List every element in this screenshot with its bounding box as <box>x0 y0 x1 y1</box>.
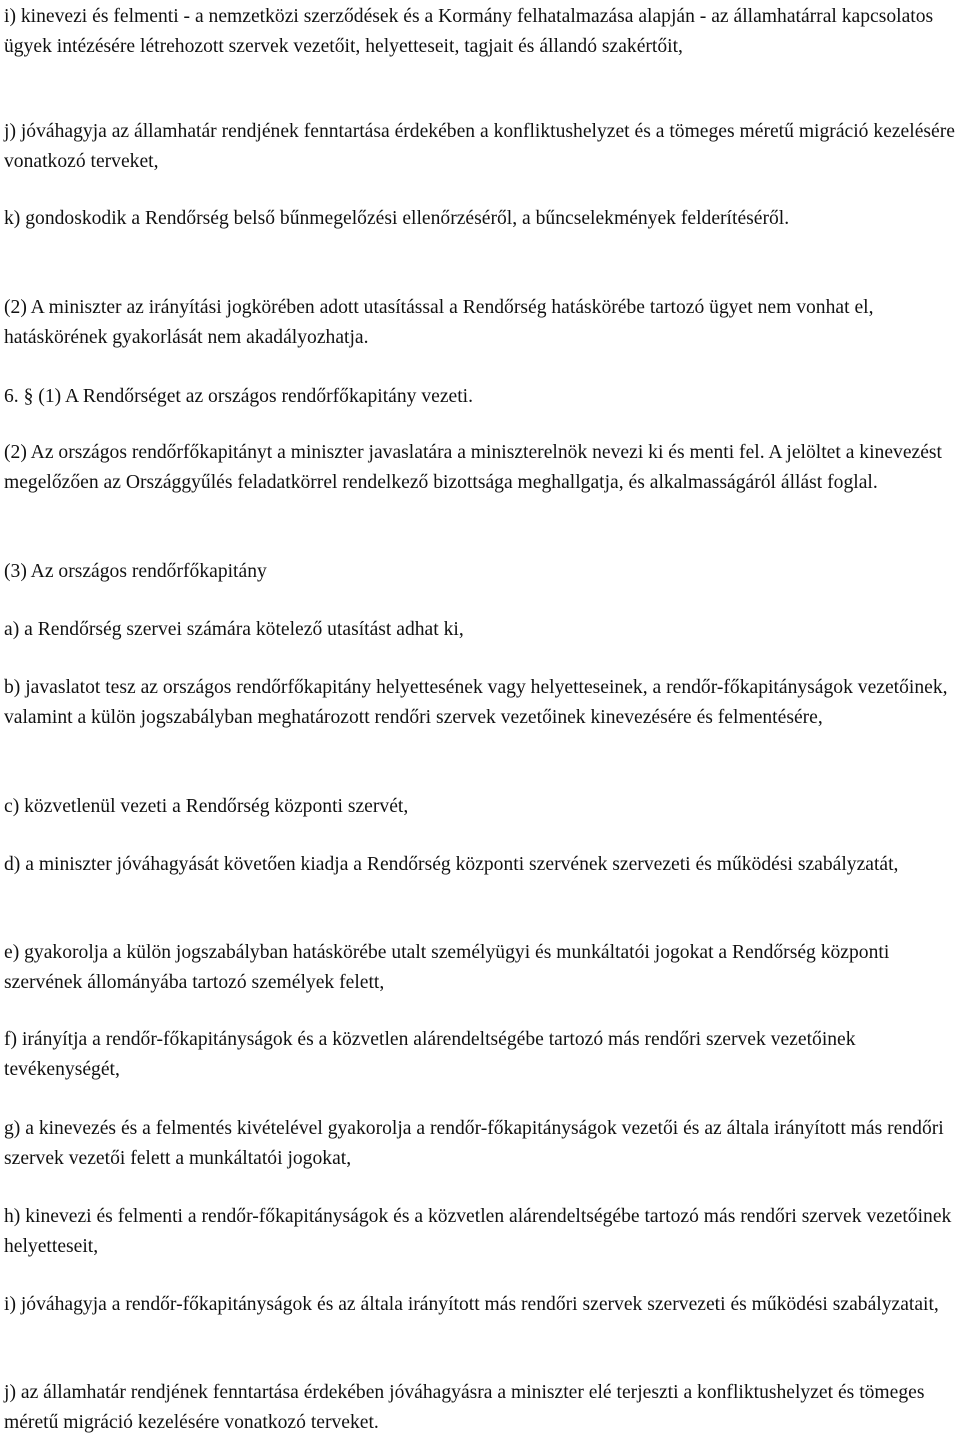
paragraph-i-kinevezi: i) kinevezi és felmenti - a nemzetközi szerződések és a Kormány felhatalmazása alapján - az államhatárral kapcsolatos ügyek intézésére létrehozott szervek vezetőit, helyetteseit, tagjait és állandó szakértőit, <box>4 6 934 57</box>
paragraph-c-kozvetlenul: c) közvetlenül vezeti a Rendőrség központi szervét, <box>4 796 409 817</box>
paragraph-section-6-1: 6. § (1) A Rendőrséget az országos rendőrfőkapitány vezeti. <box>4 386 474 407</box>
paragraph-d-miniszter: d) a miniszter jóváhagyását követően kiadja a Rendőrség központi szervének szervezeti és működési szabályzatát, <box>4 854 899 875</box>
paragraph-section-6-2: (2) Az országos rendőrfőkapitányt a miniszter javaslatára a miniszterelnök nevezi ki és menti fel. A jelöltet a kinevezést megelőzően az Országgyűlés feladatkörrel rendelkező bizottsága meghallgatja, és alkalmasságáról állást foglal. <box>4 442 942 493</box>
paragraph-section-6-3: (3) Az országos rendőrfőkapitány <box>4 561 267 582</box>
paragraph-a-utasitas: a) a Rendőrség szervei számára kötelező utasítást adhat ki, <box>4 619 464 640</box>
paragraph-f-iranyitja: f) irányítja a rendőr-főkapitányságok és a közvetlen alárendeltségébe tartozó más rendőri szervek vezetőinek tevékenységét, <box>4 1029 856 1080</box>
paragraph-h-kinevezi: h) kinevezi és felmenti a rendőr-főkapitányságok és a közvetlen alárendeltségébe tartozó más rendőri szervek vezetőinek helyetteseit, <box>4 1206 952 1257</box>
paragraph-i-jovahagyja: i) jóváhagyja a rendőr-főkapitányságok és az általa irányított más rendőri szervek szervezeti és működési szabályzatait, <box>4 1294 939 1315</box>
paragraph-j-allamhatar: j) az államhatár rendjének fenntartása érdekében jóváhagyásra a miniszter elé terjeszti a konfliktushelyzet és tömeges méretű migráció kezelésére vonatkozó terveket. <box>4 1382 925 1433</box>
paragraph-b-javaslatot: b) javaslatot tesz az országos rendőrfőkapitány helyettesének vagy helyetteseinek, a rendőr-főkapitányságok vezetőinek, valamint a külön jogszabályban meghatározott rendőri szervek vezetőinek kinevezésére és felmentésére, <box>4 677 948 728</box>
paragraph-g-kinevezes: g) a kinevezés és a felmentés kivételével gyakorolja a rendőr-főkapitányságok vezetői és az általa irányított más rendőri szervek vezetői felett a munkáltatói jogokat, <box>4 1118 944 1169</box>
paragraph-j-jovahagyja: j) jóváhagyja az államhatár rendjének fenntartása érdekében a konfliktushelyzet és a tömeges méretű migráció kezelésére vonatkozó terveket, <box>4 121 955 172</box>
paragraph-section-5-2: (2) A miniszter az irányítási jogkörében adott utasítással a Rendőrség hatáskörébe tartozó ügyet nem vonhat el, hatáskörének gyakorlását nem akadályozhatja. <box>4 297 874 348</box>
paragraph-e-gyakorolja: e) gyakorolja a külön jogszabályban hatáskörébe utalt személyügyi és munkáltatói jogokat a Rendőrség központi szervének állományába tartozó személyek felett, <box>4 942 890 993</box>
paragraph-k-gondoskodik: k) gondoskodik a Rendőrség belső bűnmegelőzési ellenőrzéséről, a bűncselekmények felderítéséről. <box>4 208 790 229</box>
